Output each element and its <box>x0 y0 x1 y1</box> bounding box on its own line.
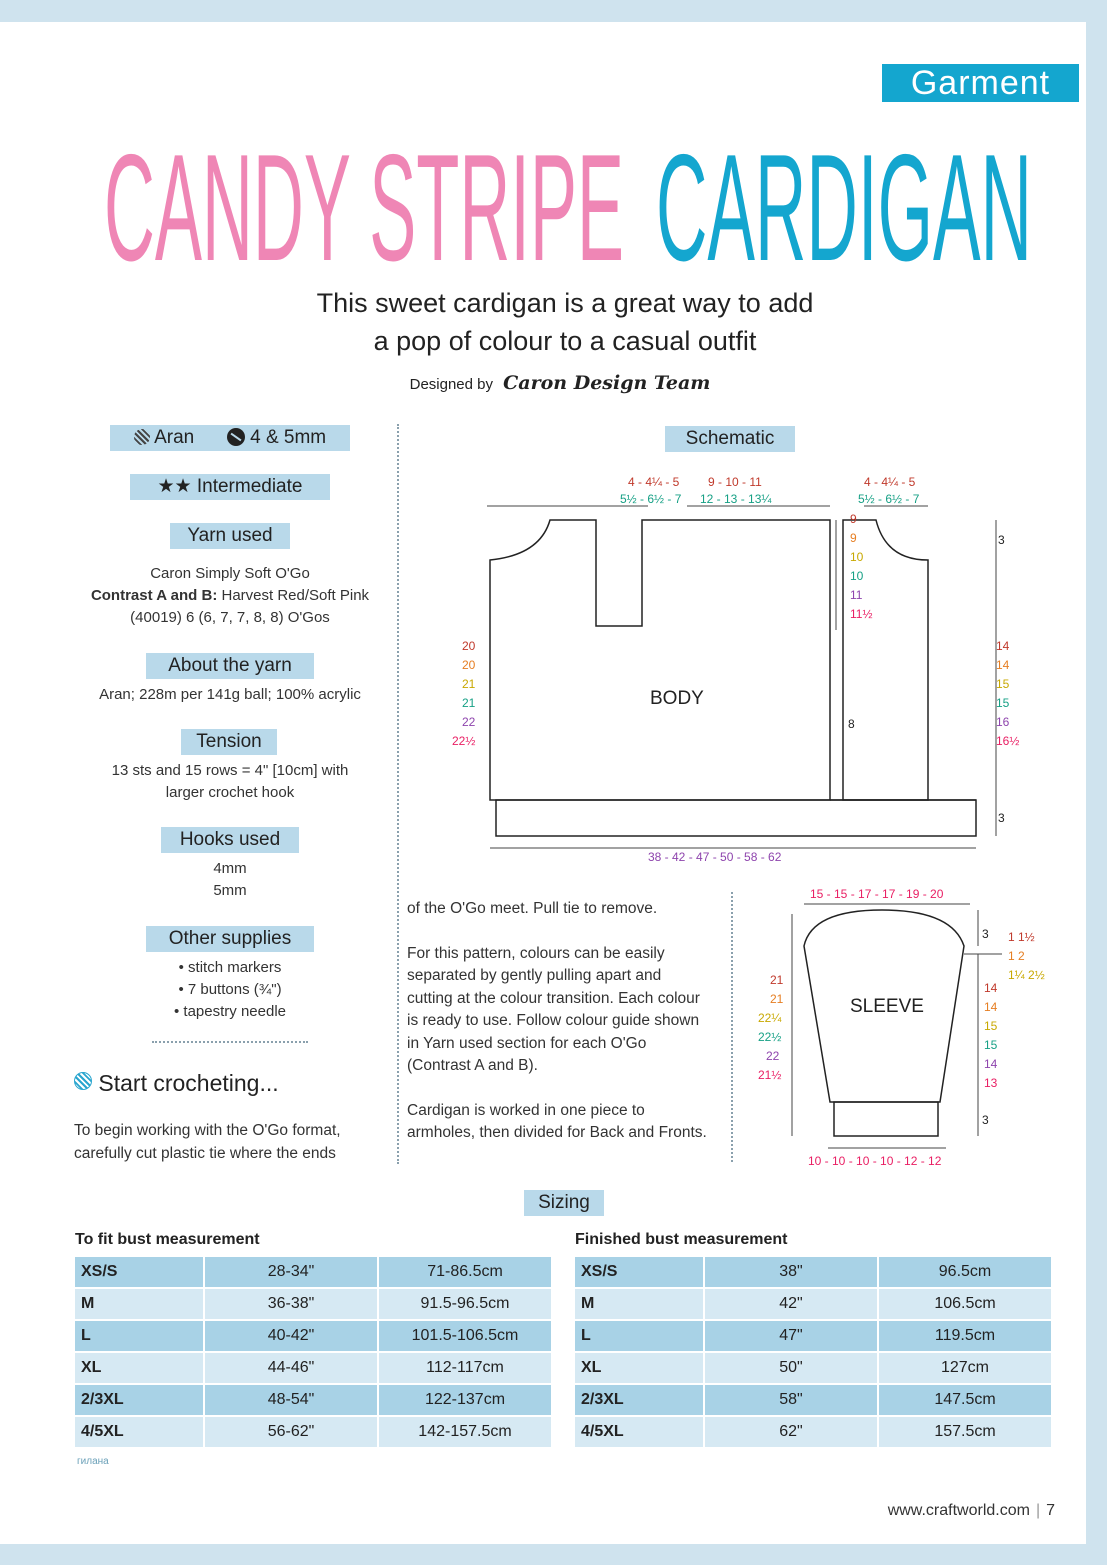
body-schematic <box>420 460 1040 870</box>
watermark: гилана <box>77 1456 109 1467</box>
table-row <box>575 1417 1051 1447</box>
inches-cell: 50" <box>705 1353 877 1383</box>
inches-cell: 38" <box>705 1257 877 1287</box>
sleeve-left-size: 22½ <box>758 1030 782 1044</box>
sleeve-schematic <box>752 880 1052 1170</box>
instructions-p3: Cardigan is worked in one piece to armholes, then divided for Back and Fronts. <box>407 1101 707 1141</box>
side-size: 16½ <box>996 734 1020 748</box>
supplies-list <box>70 957 390 1023</box>
table-row <box>575 1257 1051 1287</box>
subtitle <box>180 284 950 360</box>
sleeve-label: SLEEVE <box>850 996 924 1017</box>
size-cell: M <box>575 1289 703 1319</box>
right-table-title: Finished bust measurement <box>575 1231 788 1248</box>
designer-name: Caron Design Team <box>503 372 711 394</box>
sleeve-left-size: 22 <box>766 1049 780 1063</box>
side-size: 20 <box>462 658 476 672</box>
cm-cell: 96.5cm <box>879 1257 1051 1287</box>
dim-8: 8 <box>848 717 855 731</box>
side-size: 22½ <box>452 734 476 748</box>
inches-cell: 44-46" <box>205 1353 377 1383</box>
body-label: BODY <box>650 688 704 709</box>
instructions-p1: of the O'Go meet. Pull tie to remove. <box>407 900 658 917</box>
hook-size: 4 & 5mm <box>250 427 327 448</box>
side-size: 14 <box>996 639 1010 653</box>
schematic-heading: Schematic <box>665 426 795 452</box>
side-size: 14 <box>996 658 1010 672</box>
about-yarn-text: Aran; 228m per 141g ball; 100% acrylic <box>99 686 361 703</box>
yarn-quantity: (40019) 6 (6, 7, 7, 8, 8) O'Gos <box>130 609 330 626</box>
dim-top-left-a: 4 - 4¼ - 5 <box>628 475 680 489</box>
designer-label: Designed by <box>409 376 493 393</box>
side-size: 20 <box>462 639 476 653</box>
body-outline <box>490 520 976 836</box>
footer-separator: | <box>1035 1502 1041 1519</box>
cap-dim-a: 1 1½ <box>1008 930 1035 944</box>
cm-cell: 147.5cm <box>879 1385 1051 1415</box>
size-cell: XL <box>75 1353 203 1383</box>
table-row <box>575 1385 1051 1415</box>
dimension-lines <box>487 506 996 848</box>
sleeve-left-size: 21 <box>770 973 784 987</box>
armhole-size: 11 <box>850 588 863 602</box>
table-row <box>575 1321 1051 1351</box>
size-cell: 2/3XL <box>75 1385 203 1415</box>
inches-cell: 48-54" <box>205 1385 377 1415</box>
tension-block <box>70 760 390 804</box>
page-footer <box>888 1502 1055 1520</box>
size-cell: XS/S <box>75 1257 203 1287</box>
sleeve-right-size: 15 <box>984 1038 998 1052</box>
start-heading-text: Start crocheting... <box>98 1070 279 1096</box>
yarn-ball-icon <box>134 429 150 445</box>
side-size: 21 <box>462 696 476 710</box>
inches-cell: 47" <box>705 1321 877 1351</box>
size-cell: XL <box>575 1353 703 1383</box>
crochet-hook-icon <box>227 428 245 446</box>
side-size: 21 <box>462 677 476 691</box>
armhole-size: 9 <box>850 512 857 526</box>
size-cell: 2/3XL <box>575 1385 703 1415</box>
sleeve-right-size: 14 <box>984 1000 998 1014</box>
yarn-used-block <box>70 563 390 629</box>
table-row <box>75 1321 551 1351</box>
yarn-name: Caron Simply Soft O'Go <box>150 565 310 582</box>
start-text-line2: carefully cut plastic tie where the ends <box>74 1144 336 1162</box>
tension-line1: 13 sts and 15 rows = 4" [10cm] with <box>111 762 349 779</box>
sleeve-outline <box>804 910 964 1136</box>
specs-pill <box>110 425 350 451</box>
tension-line2: larger crochet hook <box>165 784 295 801</box>
side-size: 15 <box>996 677 1010 691</box>
cm-cell: 142-157.5cm <box>379 1417 551 1447</box>
cm-cell: 106.5cm <box>879 1289 1051 1319</box>
sleeve-dim-3-bottom: 3 <box>982 1113 989 1127</box>
dim-3-top: 3 <box>998 533 1005 547</box>
side-size: 15 <box>996 696 1010 710</box>
cm-cell: 127cm <box>879 1353 1051 1383</box>
cap-dim-c: 1¼ 2½ <box>1008 968 1045 982</box>
cm-cell: 122-137cm <box>379 1385 551 1415</box>
finished-bust-table <box>573 1255 1053 1449</box>
size-cell: XS/S <box>575 1257 703 1287</box>
armhole-size: 10 <box>850 569 864 583</box>
table-row <box>75 1385 551 1415</box>
sleeve-dim-3-top: 3 <box>982 927 989 941</box>
cm-cell: 157.5cm <box>879 1417 1051 1447</box>
sleeve-right-size: 13 <box>984 1076 998 1090</box>
inches-cell: 62" <box>705 1417 877 1447</box>
table-row <box>75 1417 551 1447</box>
section-tag: Garment <box>882 64 1079 102</box>
contrast-value: Harvest Red/Soft Pink <box>221 587 370 604</box>
side-size: 22 <box>462 715 476 729</box>
dim-bottom: 38 - 42 - 47 - 50 - 58 - 62 <box>648 850 782 864</box>
inches-cell: 28-34" <box>205 1257 377 1287</box>
about-yarn-heading: About the yarn <box>146 653 314 679</box>
sleeve-right-size: 15 <box>984 1019 998 1033</box>
sleeve-bottom-dim: 10 - 10 - 10 - 10 - 12 - 12 <box>808 1154 942 1168</box>
size-cell: M <box>75 1289 203 1319</box>
sleeve-right-size: 14 <box>984 1057 998 1071</box>
title-part1: CANDY STRIPE <box>104 123 624 282</box>
subtitle-line2: a pop of colour to a casual outfit <box>373 326 757 356</box>
difficulty-label: Intermediate <box>196 476 303 497</box>
dim-top-left-b: 5½ - 6½ - 7 <box>620 492 682 506</box>
inches-cell: 40-42" <box>205 1321 377 1351</box>
instructions-text <box>407 898 707 1145</box>
inches-cell: 58" <box>705 1385 877 1415</box>
yarn-weight: Aran <box>154 427 195 448</box>
sleeve-top-dim: 15 - 15 - 17 - 17 - 19 - 20 <box>810 887 944 901</box>
hook-item: 4mm <box>213 860 247 877</box>
dim-top-right-a: 4 - 4¼ - 5 <box>864 475 916 489</box>
sizing-heading: Sizing <box>524 1190 604 1216</box>
table-row <box>75 1289 551 1319</box>
supply-item: • stitch markers <box>178 959 282 976</box>
yarn-used-heading: Yarn used <box>170 523 290 549</box>
difficulty-pill <box>130 474 330 500</box>
armhole-size: 11½ <box>850 607 873 621</box>
yarn-ball-icon <box>74 1072 92 1090</box>
size-cell: 4/5XL <box>75 1417 203 1447</box>
hook-item: 5mm <box>213 882 247 899</box>
inches-cell: 36-38" <box>205 1289 377 1319</box>
footer-url[interactable]: www.craftworld.com <box>887 1502 1030 1519</box>
cm-cell: 101.5-106.5cm <box>379 1321 551 1351</box>
column-divider <box>397 424 399 1164</box>
start-text-line1: To begin working with the O'Go format, <box>74 1122 341 1139</box>
left-table-body <box>75 1257 551 1447</box>
cm-cell: 71-86.5cm <box>379 1257 551 1287</box>
inches-cell: 42" <box>705 1289 877 1319</box>
sleeve-right-size: 14 <box>984 981 998 995</box>
page-number: 7 <box>1046 1502 1055 1519</box>
table-row <box>75 1353 551 1383</box>
sleeve-left-size: 22¼ <box>758 1011 782 1025</box>
supplies-heading: Other supplies <box>146 926 314 952</box>
divider <box>152 1041 308 1043</box>
start-text <box>74 1120 384 1165</box>
cm-cell: 119.5cm <box>879 1321 1051 1351</box>
contrast-label: Contrast A and B: <box>90 587 218 604</box>
inches-cell: 56-62" <box>205 1417 377 1447</box>
tension-heading: Tension <box>181 729 277 755</box>
dim-3-bottom: 3 <box>998 811 1005 825</box>
table-row <box>575 1289 1051 1319</box>
hooks-heading: Hooks used <box>161 827 299 853</box>
size-cell: L <box>575 1321 703 1351</box>
supply-item: • tapestry needle <box>174 1003 286 1020</box>
size-cell: 4/5XL <box>575 1417 703 1447</box>
dim-top-right-b: 5½ - 6½ - 7 <box>858 492 920 506</box>
sleeve-left-size: 21½ <box>758 1068 782 1082</box>
start-heading <box>74 1070 279 1097</box>
pattern-title <box>100 112 1040 282</box>
bust-measurement-table <box>73 1255 553 1449</box>
dim-top-mid-a: 9 - 10 - 11 <box>708 475 762 489</box>
armhole-size: 10 <box>850 550 864 564</box>
designer-credit <box>300 372 820 394</box>
instructions-p2: For this pattern, colours can be easily separated by gently pulling apart and cutting at the colour transition. Each colour is ready to use. Follow colour guide shown in Yarn used section for each O'Go (Contrast A and B). <box>407 944 700 1074</box>
difficulty-stars: ★★ <box>157 476 192 497</box>
supply-item: • 7 buttons (¾") <box>178 981 282 998</box>
right-table-body <box>575 1257 1051 1447</box>
armhole-size: 9 <box>850 531 857 545</box>
size-cell: L <box>75 1321 203 1351</box>
side-size: 16 <box>996 715 1010 729</box>
sleeve-dimension-lines <box>792 904 1002 1148</box>
title-part2: CARDIGAN <box>656 123 1032 282</box>
left-table-title: To fit bust measurement <box>75 1231 260 1248</box>
dim-top-mid-b: 12 - 13 - 13¼ <box>700 492 772 506</box>
sleeve-left-size: 21 <box>770 992 784 1006</box>
cm-cell: 112-117cm <box>379 1353 551 1383</box>
yarn-contrast <box>70 585 390 607</box>
table-row <box>75 1257 551 1287</box>
column-divider <box>731 892 733 1162</box>
cm-cell: 91.5-96.5cm <box>379 1289 551 1319</box>
subtitle-line1: This sweet cardigan is a great way to add <box>316 288 814 318</box>
hooks-list <box>70 858 390 902</box>
table-row <box>575 1353 1051 1383</box>
cap-dim-b: 1 2 <box>1008 949 1025 963</box>
